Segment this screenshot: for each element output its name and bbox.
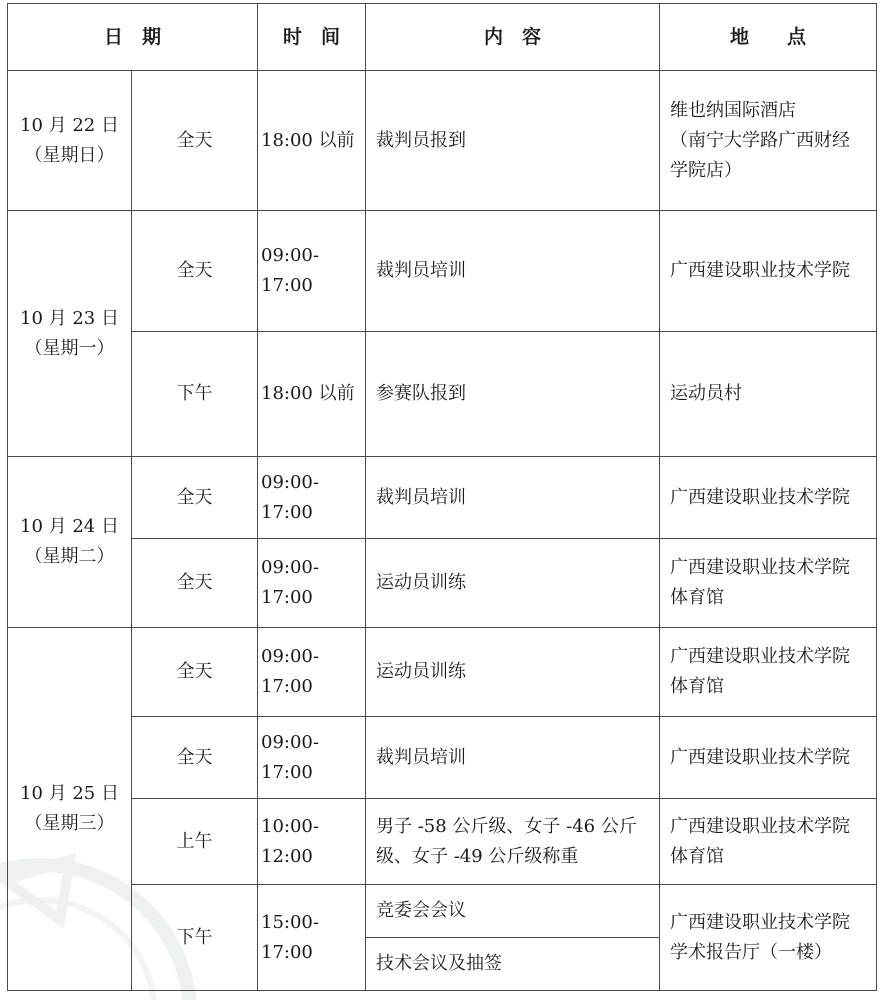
content-cell: 竞委会会议	[366, 885, 660, 938]
table-row	[8, 628, 877, 717]
schedule-table	[7, 3, 877, 991]
header-content: 内 容	[366, 4, 660, 71]
period-cell: 下午	[132, 332, 258, 457]
time-cell: 09:00-17:00	[258, 539, 366, 628]
date-cell: 10 月 24 日 （星期二）	[8, 457, 132, 628]
content-cell: 运动员训练	[366, 628, 660, 717]
period-cell: 全天	[132, 539, 258, 628]
table-row	[8, 539, 877, 628]
content-cell: 参赛队报到	[366, 332, 660, 457]
time-cell: 09:00-17:00	[258, 717, 366, 799]
table-row	[8, 71, 877, 211]
location-cell: 维也纳国际酒店 （南宁大学路广西财经 学院店）	[660, 71, 877, 211]
date-cell: 10 月 23 日 （星期一）	[8, 211, 132, 457]
time-cell: 09:00-17:00	[258, 211, 366, 332]
location-cell: 广西建设职业技术学院 体育馆	[660, 799, 877, 885]
location-cell: 运动员村	[660, 332, 877, 457]
content-cell: 男子 -58 公斤级、女子 -46 公斤 级、女子 -49 公斤级称重	[366, 799, 660, 885]
date-cell: 10 月 22 日 （星期日）	[8, 71, 132, 211]
time-cell: 18:00 以前	[258, 332, 366, 457]
location-cell: 广西建设职业技术学院	[660, 457, 877, 539]
date-cell: 10 月 25 日 （星期三）	[8, 628, 132, 991]
time-cell: 15:00-17:00	[258, 885, 366, 991]
content-cell: 技术会议及抽签	[366, 938, 660, 991]
period-cell: 全天	[132, 71, 258, 211]
table-row	[8, 457, 877, 539]
table-row	[8, 885, 877, 938]
location-cell: 广西建设职业技术学院 体育馆	[660, 539, 877, 628]
table-row	[8, 799, 877, 885]
header-time: 时 间	[258, 4, 366, 71]
location-cell: 广西建设职业技术学院 学术报告厅（一楼）	[660, 885, 877, 991]
period-cell: 全天	[132, 211, 258, 332]
location-cell: 广西建设职业技术学院	[660, 717, 877, 799]
table-row	[8, 332, 877, 457]
period-cell: 全天	[132, 457, 258, 539]
content-cell: 裁判员培训	[366, 457, 660, 539]
content-cell: 裁判员报到	[366, 71, 660, 211]
header-row	[8, 4, 877, 71]
table-row	[8, 211, 877, 332]
period-cell: 上午	[132, 799, 258, 885]
time-cell: 09:00-17:00	[258, 457, 366, 539]
header-location: 地 点	[660, 4, 877, 71]
time-cell: 10:00-12:00	[258, 799, 366, 885]
content-cell: 裁判员培训	[366, 717, 660, 799]
period-cell: 全天	[132, 628, 258, 717]
period-cell: 下午	[132, 885, 258, 991]
content-cell: 运动员训练	[366, 539, 660, 628]
location-cell: 广西建设职业技术学院 体育馆	[660, 628, 877, 717]
content-cell: 裁判员培训	[366, 211, 660, 332]
period-cell: 全天	[132, 717, 258, 799]
time-cell: 18:00 以前	[258, 71, 366, 211]
table-row	[8, 717, 877, 799]
time-cell: 09:00-17:00	[258, 628, 366, 717]
location-cell: 广西建设职业技术学院	[660, 211, 877, 332]
header-date: 日 期	[8, 4, 258, 71]
